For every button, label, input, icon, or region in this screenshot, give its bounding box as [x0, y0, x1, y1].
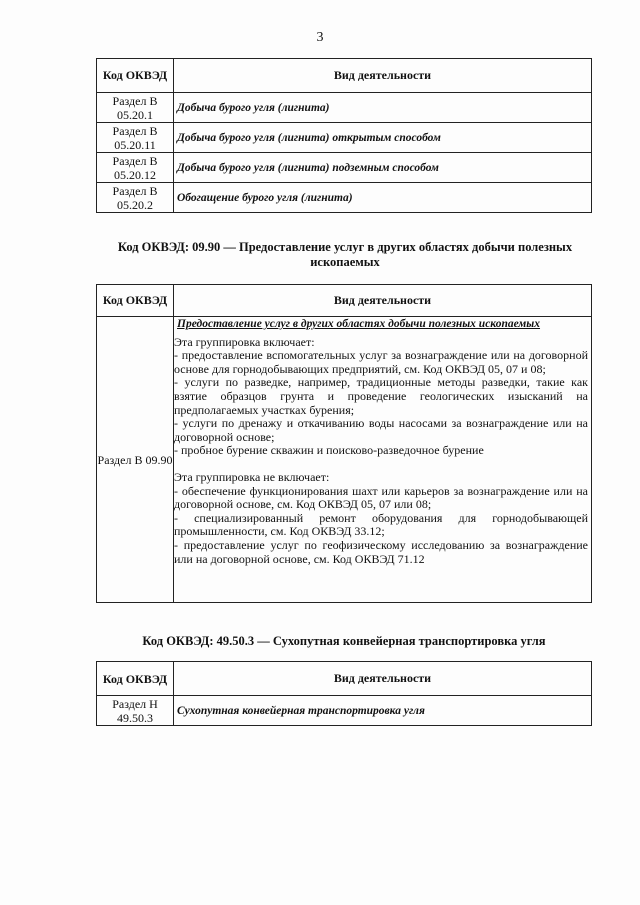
includes-item: - услуги по дренажу и откачиванию воды насосами за вознаграждение или на договорной основе; [174, 416, 588, 444]
header-activity: Вид деятельности [174, 662, 592, 696]
header-activity: Вид деятельности [174, 59, 592, 93]
okved-table-49-50-3 [96, 661, 592, 726]
includes-label: Эта группировка включает: [174, 334, 315, 349]
excludes-item: - предоставление услуг по геофизическому исследованию за вознаграждение или на договорной основе, см. Код ОКВЭД 71.12 [174, 537, 588, 566]
okved-code: Раздел В 09.90 [97, 317, 174, 603]
header-code: Код ОКВЭД [97, 59, 174, 93]
excludes-item: - обеспечение функционирования шахт или карьеров за вознаграждение или на договорной основе, см. Код ОКВЭД 05, 07 или 08; [174, 483, 588, 512]
section-heading-49-50-3: Код ОКВЭД: 49.50.3 — Сухопутная конвейерная транспортировка угля [142, 634, 546, 648]
includes-item: - предоставление вспомогательных услуг за вознаграждение или на договорной основе для горнодобывающих предприятий, см. Код ОКВЭД 05, 07 и 08; [174, 348, 588, 376]
header-code: Код ОКВЭД [97, 662, 174, 696]
table-row [97, 183, 592, 213]
header-activity: Вид деятельности [174, 285, 592, 317]
excludes-label: Эта группировка не включает: [174, 469, 330, 484]
activity-title: Добыча бурого угля (лигнита) подземным способом [174, 153, 592, 183]
okved-code: Раздел В 05.20.11 [97, 123, 174, 153]
activity-title: Сухопутная конвейерная транспортировка угля [174, 696, 592, 726]
activity-description [174, 317, 592, 603]
okved-code: Раздел Н 49.50.3 [97, 696, 174, 726]
includes-item: - пробное бурение скважин и поисково-разведочное бурение [174, 443, 484, 458]
okved-table-05 [96, 58, 592, 213]
table-header-row [97, 285, 592, 317]
activity-title: Предоставление услуг в других областях добычи полезных ископаемых [177, 318, 541, 330]
okved-code: Раздел В 05.20.12 [97, 153, 174, 183]
table-header-row [97, 59, 592, 93]
includes-item: - услуги по разведке, например, традиционные методы разведки, такие как взятие образцов грунта и проведение геологических изысканий на предполагаемых участках бурения; [174, 375, 588, 417]
excludes-item: - специализированный ремонт оборудования для горнодобывающей промышленности, см. Код ОКВЭД 33.12; [174, 510, 588, 539]
table-header-row [97, 662, 592, 696]
table-row [97, 153, 592, 183]
okved-code: Раздел В 05.20.2 [97, 183, 174, 213]
table-row [97, 93, 592, 123]
table-row [97, 696, 592, 726]
activity-title: Обогащение бурого угля (лигнита) [174, 183, 592, 213]
page-number: 3 [316, 30, 324, 45]
header-code: Код ОКВЭД [97, 285, 174, 317]
activity-title: Добыча бурого угля (лигнита) [174, 93, 592, 123]
okved-table-09-90 [96, 284, 592, 603]
table-row [97, 123, 592, 153]
activity-title: Добыча бурого угля (лигнита) открытым способом [174, 123, 592, 153]
section-heading-09-90: Код ОКВЭД: 09.90 — Предоставление услуг в других областях добычи полезных ископаемых [117, 240, 573, 269]
okved-code: Раздел В 05.20.1 [97, 93, 174, 123]
table-row [97, 317, 592, 603]
